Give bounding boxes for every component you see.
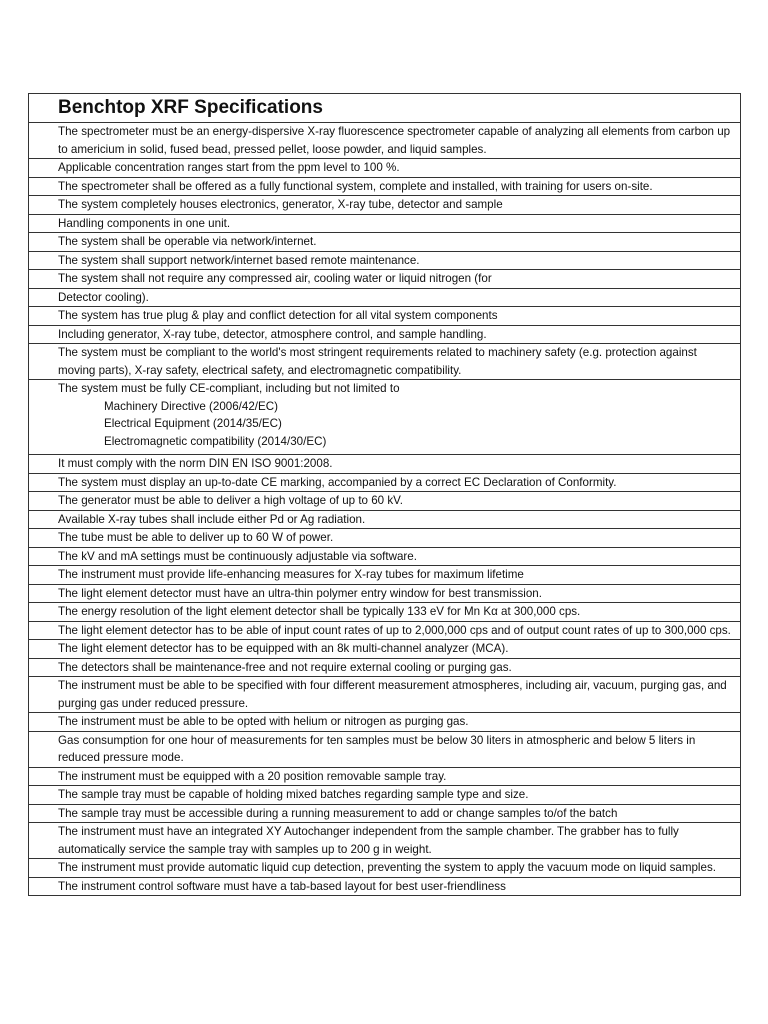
spec-cell: The energy resolution of the light element detector shall be typically 133 eV for Mn Kα at 300,000 cps. xyxy=(29,603,741,622)
table-row xyxy=(29,621,741,640)
spec-cell: Detector cooling). xyxy=(29,288,741,307)
spec-cell: The generator must be able to deliver a high voltage of up to 60 kV. xyxy=(29,492,741,511)
directive-list xyxy=(58,398,734,451)
spec-cell: The system shall not require any compressed air, cooling water or liquid nitrogen (for xyxy=(29,270,741,289)
spec-cell xyxy=(29,380,741,455)
table-row xyxy=(29,713,741,732)
table-row xyxy=(29,731,741,767)
spec-cell: The spectrometer shall be offered as a fully functional system, complete and installed, with training for users on-site. xyxy=(29,177,741,196)
table-row xyxy=(29,251,741,270)
table-row xyxy=(29,123,741,159)
spec-cell: The detectors shall be maintenance-free and not require external cooling or purging gas. xyxy=(29,658,741,677)
table-row xyxy=(29,859,741,878)
spec-table xyxy=(28,93,741,896)
spec-cell: The system must be compliant to the world's most stringent requirements related to machinery safety (e.g. protection against moving parts), X-ray safety, electrical safety, and electromagnetic compatibility. xyxy=(29,344,741,380)
spec-cell: Including generator, X-ray tube, detector, atmosphere control, and sample handling. xyxy=(29,325,741,344)
table-row xyxy=(29,640,741,659)
spec-cell: The instrument must provide life-enhancing measures for X-ray tubes for maximum lifetime xyxy=(29,566,741,585)
page-title: Benchtop XRF Specifications xyxy=(29,94,741,123)
directive-item: Machinery Directive (2006/42/EC) xyxy=(104,399,278,413)
table-row xyxy=(29,159,741,178)
spec-cell: The light element detector has to be equipped with an 8k multi-channel analyzer (MCA). xyxy=(29,640,741,659)
spec-cell: The system shall support network/internet based remote maintenance. xyxy=(29,251,741,270)
table-row xyxy=(29,492,741,511)
spec-cell: The kV and mA settings must be continuously adjustable via software. xyxy=(29,547,741,566)
table-row xyxy=(29,325,741,344)
directive-item: Electrical Equipment (2014/35/EC) xyxy=(104,417,282,430)
table-row xyxy=(29,677,741,713)
table-row xyxy=(29,177,741,196)
spec-cell: The instrument must be able to be opted with helium or nitrogen as purging gas. xyxy=(29,713,741,732)
table-row xyxy=(29,233,741,252)
title-row xyxy=(29,94,741,123)
table-row xyxy=(29,473,741,492)
spec-cell: The sample tray must be accessible during a running measurement to add or change samples to/of the batch xyxy=(29,804,741,823)
table-row xyxy=(29,823,741,859)
spec-table-body xyxy=(29,94,741,896)
spec-cell: The instrument control software must have a tab-based layout for best user-friendliness xyxy=(29,877,741,896)
table-row xyxy=(29,584,741,603)
spec-cell: The instrument must provide automatic liquid cup detection, preventing the system to apply the vacuum mode on liquid samples. xyxy=(29,859,741,878)
spec-cell: The light element detector must have an ultra-thin polymer entry window for best transmission. xyxy=(29,584,741,603)
spec-cell: The light element detector has to be able of input count rates of up to 2,000,000 cps and of output count rates of up to 300,000 cps. xyxy=(29,621,741,640)
table-row xyxy=(29,804,741,823)
table-row xyxy=(29,566,741,585)
table-row xyxy=(29,547,741,566)
directive-item: Electromagnetic compatibility (2014/30/EC) xyxy=(104,434,327,448)
table-row xyxy=(29,658,741,677)
table-row xyxy=(29,877,741,896)
spec-cell: The system has true plug & play and conflict detection for all vital system components xyxy=(29,307,741,326)
spec-cell: Gas consumption for one hour of measurements for ten samples must be below 30 liters in atmospheric and below 5 liters in reduced pressure mode. xyxy=(29,731,741,767)
table-row xyxy=(29,529,741,548)
spec-cell: The system must display an up-to-date CE marking, accompanied by a correct EC Declaration of Conformity. xyxy=(29,473,741,492)
table-row xyxy=(29,288,741,307)
spec-cell: The instrument must be equipped with a 20 position removable sample tray. xyxy=(29,767,741,786)
table-row xyxy=(29,603,741,622)
spec-cell: The spectrometer must be an energy-dispersive X-ray fluorescence spectrometer capable of analyzing all elements from carbon up to americium in solid, fused bead, pressed pellet, loose powder, and liquid samples. xyxy=(29,123,741,159)
table-row xyxy=(29,270,741,289)
table-row xyxy=(29,380,741,455)
spec-cell: The instrument must have an integrated XY Autochanger independent from the sample chamber. The grabber has to fully automatically service the sample tray with samples up to 200 g in weight. xyxy=(29,823,741,859)
table-row xyxy=(29,786,741,805)
table-row xyxy=(29,196,741,215)
spec-cell: Handling components in one unit. xyxy=(29,214,741,233)
ce-lead-text: The system must be fully CE-compliant, including but not limited to xyxy=(58,382,400,395)
table-row xyxy=(29,344,741,380)
table-row xyxy=(29,455,741,474)
table-row xyxy=(29,214,741,233)
spec-cell: Applicable concentration ranges start from the ppm level to 100 %. xyxy=(29,159,741,178)
spec-cell: The system shall be operable via network/internet. xyxy=(29,233,741,252)
spec-cell: The tube must be able to deliver up to 60 W of power. xyxy=(29,529,741,548)
table-row xyxy=(29,307,741,326)
spec-cell: It must comply with the norm DIN EN ISO 9001:2008. xyxy=(29,455,741,474)
spec-cell: The system completely houses electronics, generator, X-ray tube, detector and sample xyxy=(29,196,741,215)
table-row xyxy=(29,510,741,529)
table-row xyxy=(29,767,741,786)
spec-cell: The sample tray must be capable of holding mixed batches regarding sample type and size. xyxy=(29,786,741,805)
spec-cell: The instrument must be able to be specified with four different measurement atmospheres, including air, vacuum, purging gas, and purging gas under reduced pressure. xyxy=(29,677,741,713)
spec-cell: Available X-ray tubes shall include either Pd or Ag radiation. xyxy=(29,510,741,529)
